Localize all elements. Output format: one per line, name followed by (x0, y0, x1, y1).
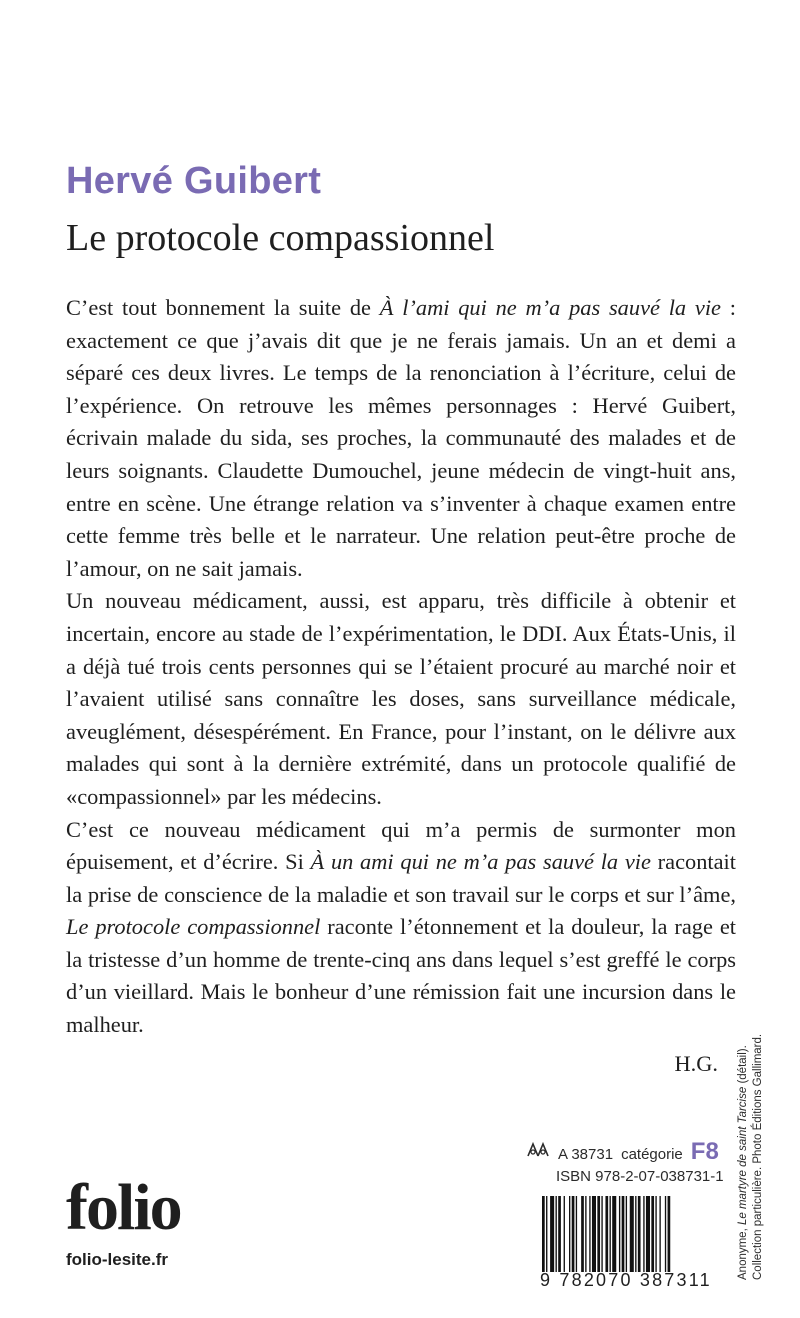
publisher-logo: folio (66, 1171, 181, 1244)
category-label: catégorie (621, 1146, 683, 1163)
blurb-paragraph-3 (66, 814, 736, 1042)
blurb-text: C’est ce nouveau médicament qui m’a permis de surmonter mon épuisement, et d’écrire. Si (66, 816, 736, 875)
blurb-paragraph-2: Un nouveau médicament, aussi, est apparu, très difficile à obtenir et incertain, encore au stade de l’expérimentation, le DDI. Aux États-Unis, il a déjà tué trois cents personnes qui se l’étaient procuré au marché noir et l’avaient utilisé sans connaître les doses, sans surveillance médicale, aveuglément, désespérément. En France, pour l’instant, on le délivre aux malades qui sont à la dernière extrémité, dans un protocole qualifié de «compassionnel» par les médecins. (66, 588, 736, 809)
publisher-website: folio-lesite.fr (66, 1250, 169, 1269)
folio-colophon-icon (526, 1141, 550, 1159)
cover-credit (736, 1000, 780, 1280)
blurb-text: C’est tout bonnement la suite de (66, 295, 380, 320)
back-cover-blurb (66, 292, 736, 1080)
isbn: ISBN 978-2-07-038731-1 (556, 1168, 724, 1185)
blurb-text: raconte l’étonnement et la douleur, la rage et la tristesse d’un homme de trente-cinq ans dans lequel s’est greffé le corps d’un vieillard. Mais le bonheur d’une rémission fait une incursion dans le malheur. (66, 914, 736, 1038)
catalog-number: A 38731 (558, 1146, 614, 1163)
barcode-bars-icon (540, 1196, 716, 1276)
catalog-line (526, 1138, 719, 1166)
credit-line-2: Collection particulière. Photo Éditions Gallimard. (752, 1033, 764, 1280)
credit-line-1: Anonyme, Le martyre de saint Tarcise (détail). (737, 1045, 749, 1280)
book-title: Le protocole compassionnel (66, 217, 495, 259)
category-code: F8 (690, 1138, 719, 1165)
blurb-book-reference: À un ami qui ne m’a pas sauvé la vie (310, 849, 651, 875)
blurb-paragraph-1 (66, 292, 736, 585)
blurb-text: racontait la prise de conscience de la maladie et son travail sur le corps et sur l’âme, (66, 849, 736, 907)
barcode (540, 1196, 716, 1292)
blurb-text: : exactement ce que j’avais dit que je ne ferais jamais. Un an et demi a séparé ces deux livres. Le temps de la renonciation à l’écriture, celui de l’expérience. On retrouve les mêmes personnages : Hervé Guibert, écrivain malade du sida, ses proches, la communauté des malades et de leurs soignants. Claudette Dumouchel, jeune médecin de vingt-huit ans, entre en scène. Une étrange relation va s’inventer à chaque examen entre cette femme très belle et le narrateur. Une relation peut-être proche de l’amour, on ne sait jamais. (66, 295, 736, 581)
blurb-book-reference: À l’ami qui ne m’a pas sauvé la vie (379, 295, 721, 320)
blurb-book-reference: Le protocole compassionnel (66, 914, 321, 940)
barcode-digits: 9 782070 387311 (540, 1270, 712, 1290)
author-signature: H.G. (674, 1050, 718, 1076)
author-name: Hervé Guibert (66, 160, 322, 202)
